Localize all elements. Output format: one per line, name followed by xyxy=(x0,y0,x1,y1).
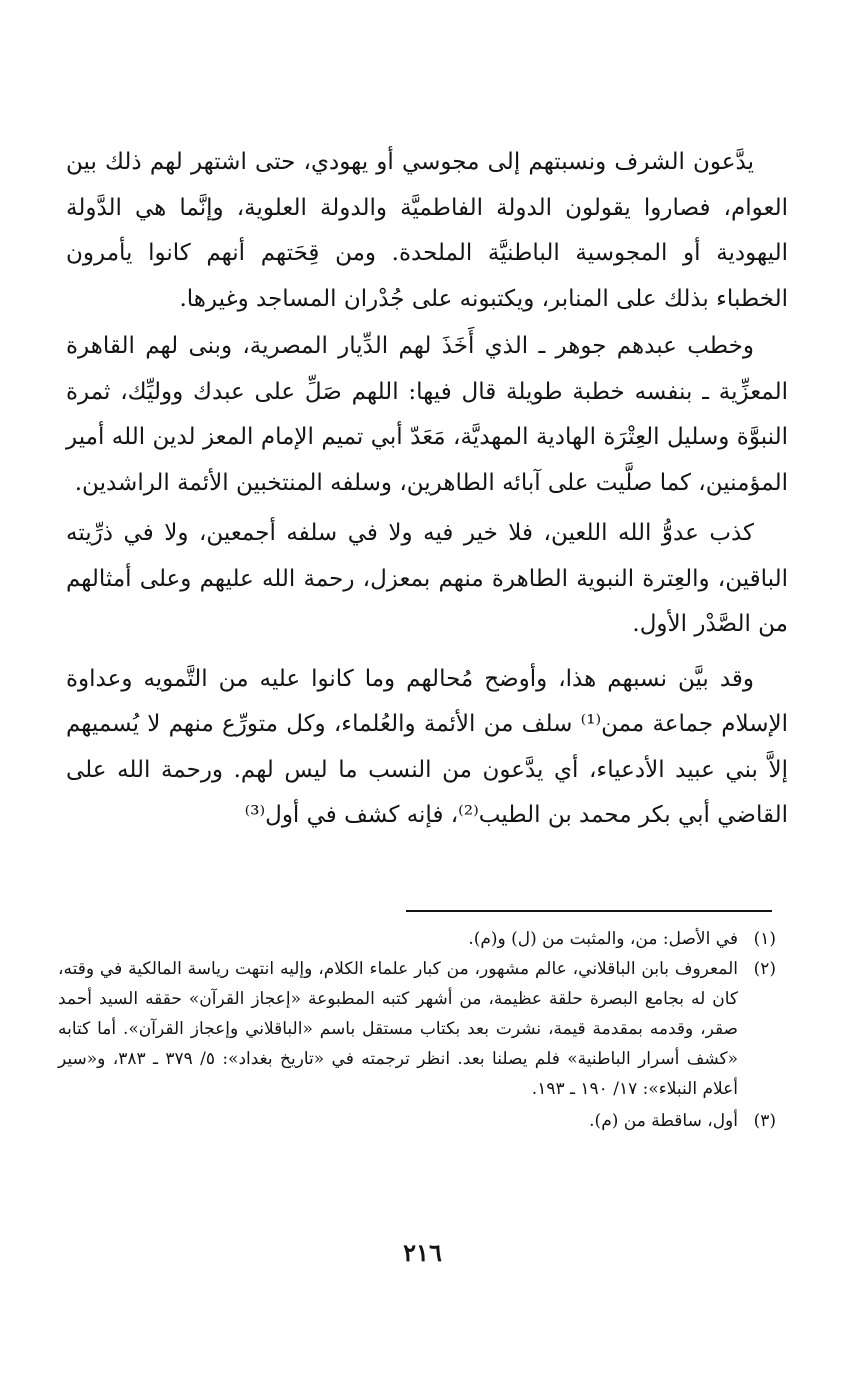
paragraph: كذب عدوُّ الله اللعين، فلا خير فيه ولا في سلفه أجمعين، ولا في ذرِّيته الباقين، والعِترة النبوية الطاهرة منهم بمعزل، رحمة الله عليهم وعلى أمثالهم من الصَّدْر الأول. xyxy=(66,520,788,637)
footnote xyxy=(58,954,776,1104)
footnote xyxy=(58,924,776,954)
footnote-number: (١) xyxy=(753,929,776,949)
paragraph: وخطب عبدهم جوهر ـ الذي أَخَذَ لهم الدِّيار المصرية، وبنى لهم القاهرة المعزِّية ـ بنفسه خطبة طويلة قال فيها: اللهم صَلِّ على عبدك ووليِّك، ثمرة النبوَّة وسليل العِتْرَة الهادية المهديَّة، مَعَدّ أبي تميم الإمام المعز لدين الله أمير المؤمنين، كما صلَّيت على آبائه الطاهرين، وسلفه المنتخبين الأئمة الراشدين. xyxy=(66,333,788,496)
footnote-number: (٣) xyxy=(753,1111,776,1131)
footnote-number: (٢) xyxy=(753,959,776,979)
footnote-divider xyxy=(406,910,772,912)
page-number: ٢١٦ xyxy=(403,1238,442,1267)
footnote-text: أول، ساقطة من (م). xyxy=(589,1111,738,1131)
footnotes xyxy=(58,924,776,1136)
main-text xyxy=(66,140,788,839)
footnote xyxy=(58,1106,776,1136)
paragraph: يدَّعون الشرف ونسبتهم إلى مجوسي أو يهودي، حتى اشتهر لهم ذلك بين العوام، فصاروا يقولون الدولة الفاطميَّة والدولة العلوية، وإنَّما هي الدَّولة اليهودية أو المجوسية الباطنيَّة الملحدة. ومن قِحَتهم أنهم كانوا يأمرون الخطباء بذلك على المنابر، ويكتبونه على جُدْران المساجد وغيرها. xyxy=(66,149,788,312)
footnote-text: المعروف بابن الباقلاني، عالم مشهور، من كبار علماء الكلام، وإليه انتهت رياسة المالكية في وقته، كان له بجامع البصرة حلقة عظيمة، من أشهر كتبه المطبوعة «إعجاز القرآن» حققه السيد أحمد صقر، وقدمه بمقدمة قيمة، نشرت بعد بكتاب مستقل باسم «الباقلاني وإعجاز القرآن». أما كتابه «كشف أسرار الباطنية» فلم يصلنا بعد. انظر ترجمته في «تاريخ بغداد»: ٥/ ٣٧٩ ـ ٣٨٣، و«سير أعلام النبلاء»: ١٧/ ١٩٠ ـ ١٩٣. xyxy=(58,959,738,1099)
paragraph: وقد بيَّن نسبهم هذا، وأوضح مُحالهم وما كانوا عليه من التَّمويه وعداوة الإسلام جماعة ممن⁽¹⁾ سلف من الأئمة والعُلماء، وكل متورِّع منهم لا يُسميهم إلاَّ بني عبيد الأدعياء، أي يدَّعون من النسب ما ليس لهم. ورحمة الله على القاضي أبي بكر محمد بن الطيب⁽²⁾، فإنه كشف في أول⁽³⁾ xyxy=(66,665,788,828)
footnote-text: في الأصل: من، والمثبت من (ل) و(م). xyxy=(468,929,738,949)
